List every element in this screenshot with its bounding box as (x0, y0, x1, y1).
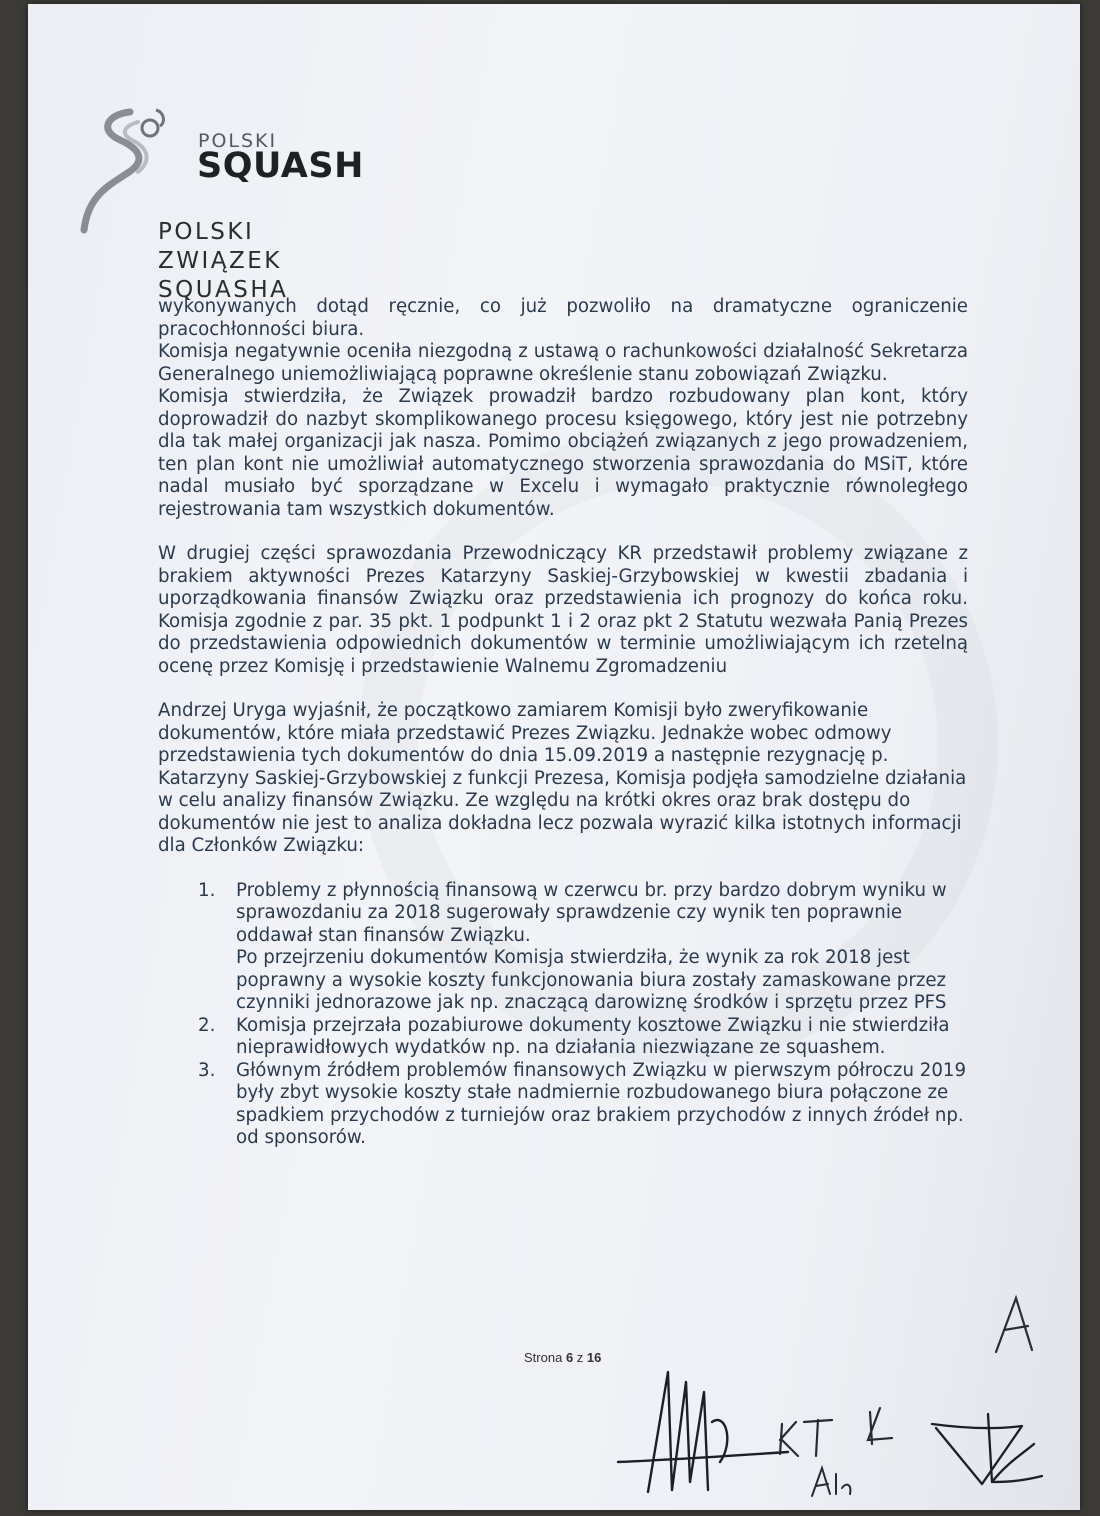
list-item-text: Głównym źródłem problemów finansowych Związku w pierwszym półroczu 2019 były zbyt wysokie koszty stałe nadmiernie rozbudowanego biura połączone ze spadkiem przychodów z turniejów oraz brakiem przychodów z innych źródeł np. od sponsorów. (236, 1059, 967, 1148)
list-item-text: Problemy z płynnością finansową w czerwcu br. przy bardzo dobrym wyniku w sprawozdaniu za 2018 sugerowały sprawdzenie czy wynik ten poprawnie oddawał stan finansów Związku. (236, 879, 947, 946)
paragraph-5: Andrzej Uryga wyjaśnił, że początkowo zamiarem Komisji było zweryfikowanie dokumentów, które miała przedstawić Prezes Związku. Jednakże wobec odmowy przedstawienia tych dokumentów do dnia 15.09.2019 a następnie rezygnację p. Katarzyny Saskiej-Grzybowskiej z funkcji Prezesa, Komisja podjęła samodzielne działania w celu analizy finansów Związku. Ze względu na krótki okres oraz brak dostępu do dokumentów nie jest to analiza dokładna lecz pozwala wyrazić kilka istotnych informacji dla Członków Związku: (158, 700, 967, 856)
list-number: 1. (198, 879, 216, 901)
list-number: 2. (198, 1014, 216, 1036)
organization-line-2: ZWIĄZEK (158, 248, 282, 274)
list-item (158, 1060, 968, 1150)
list-item (158, 880, 968, 1015)
organization-name (158, 218, 288, 305)
organization-line-1: POLSKI (158, 219, 255, 245)
list-number: 3. (198, 1059, 216, 1081)
document-body (158, 296, 968, 1150)
page-current: 6 (565, 1350, 574, 1365)
page-of: z (576, 1350, 584, 1365)
organization-line-3: SQUASHA (158, 277, 289, 303)
logo-squash-text: SQUASH (197, 146, 364, 186)
list-item (158, 1015, 968, 1060)
page-number (524, 1350, 601, 1365)
signature-2 (922, 1404, 1062, 1510)
paragraph-2: Komisja negatywnie oceniła niezgodną z ustawą o rachunkowości działalność Sekretarza Generalnego uniemożliwiającą poprawne określenie stanu zobowiązań Związku. (158, 341, 968, 385)
paragraph-1: wykonywanych dotąd ręcznie, co już pozwoliło na dramatyczne ograniczenie pracochłonności biura. (158, 296, 968, 340)
handwritten-initial-a (988, 1290, 1048, 1360)
signature-1 (608, 1352, 798, 1502)
findings-list (158, 880, 968, 1150)
logo-polski-text: POLSKI (198, 130, 278, 152)
list-item-text: Komisja przejrzała pozabiurowe dokumenty kosztowe Związku i nie stwierdziła nieprawidłowych wydatków np. na działania niezwiązane ze squashem. (236, 1014, 950, 1058)
list-item-extra: Po przejrzeniu dokumentów Komisja stwierdziła, że wynik za rok 2018 jest poprawny a wysokie koszty funkcjonowania biura zostały zamaskowane przez czynniki jednorazowe jak np. znaczącą darowiznę środków i sprzętu przez PFS (236, 947, 947, 1013)
document-page (28, 4, 1080, 1510)
paragraph-3: Komisja stwierdziła, że Związek prowadził bardzo rozbudowany plan kont, który doprowadził do nazbyt skomplikowanego procesu księgowego, który jest nie potrzebny dla tak małej organizacji jak nasza. Pomimo obciążeń związanych z jego prowadzeniem, ten plan kont nie umożliwiał automatycznego stworzenia sprawozdania do MSiT, które nadal musiało być sporządzane w Excelu i wymagało praktycznie równoległego rejestrowania tam wszystkich dokumentów. (158, 386, 968, 520)
page-total: 16 (586, 1350, 602, 1365)
paragraph-4: W drugiej części sprawozdania Przewodniczący KR przedstawił problemy związane z brakiem aktywności Prezes Katarzyny Saskiej-Grzybowskiej w kwestii zbadania i uporządkowania finansów Związku oraz przedstawienia ich prognozy do końca roku. Komisja zgodnie z par. 35 pkt. 1 podpunkt 1 i 2 oraz pkt 2 Statutu wezwała Panią Prezes do przedstawienia odpowiednich dokumentów w terminie umożliwiającym ich rzetelną ocenę przez Komisję i przedstawienie Walnemu Zgromadzeniu (158, 543, 968, 677)
page-label: Strona (524, 1350, 563, 1365)
handwritten-initials-kt (772, 1404, 922, 1504)
